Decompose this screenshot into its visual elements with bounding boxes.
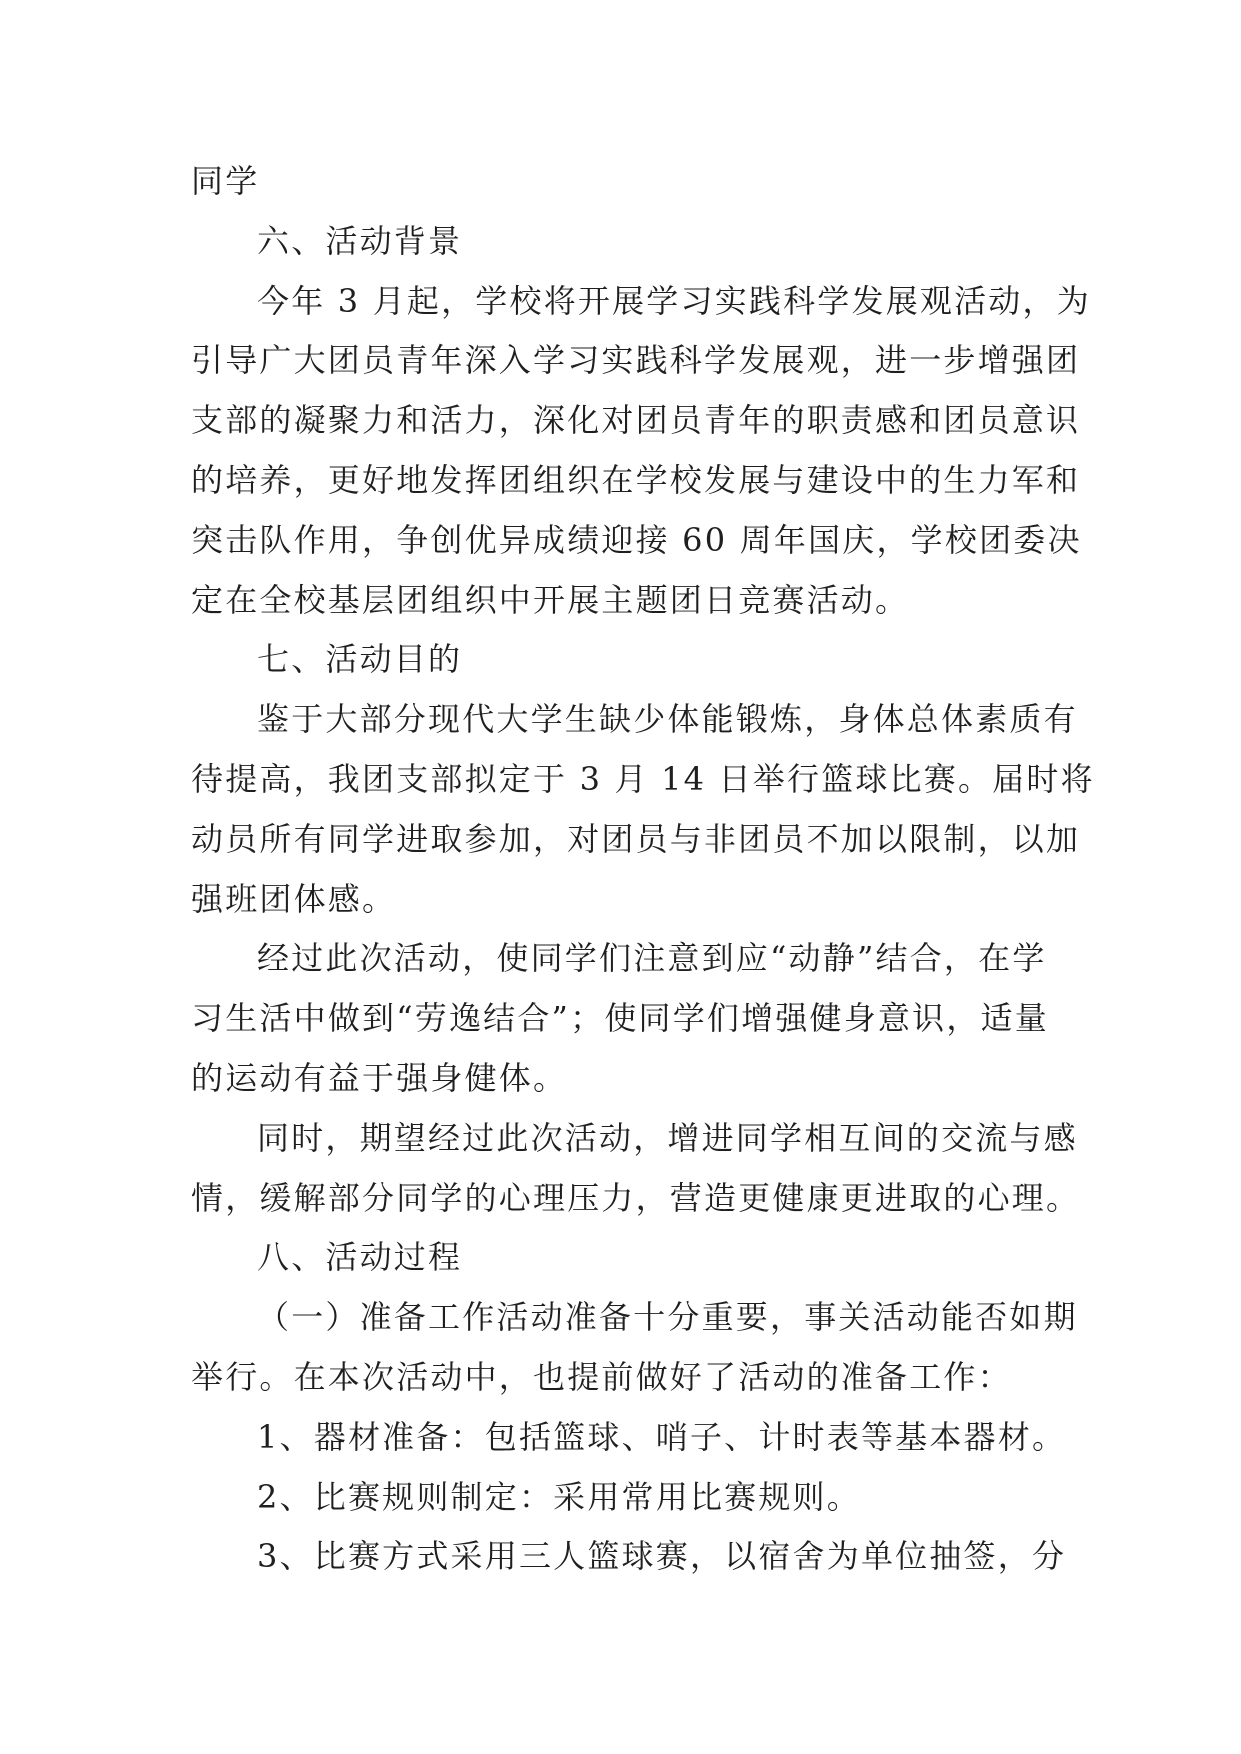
- list-item: 3、比赛方式采用三人篮球赛，以宿舍为单位抽签，分: [257, 1537, 1067, 1576]
- section-heading: 七、活动目的: [257, 640, 463, 679]
- text-line: 习生活中做到“劳逸结合”；使同学们增强健身意识，适量: [191, 999, 1049, 1038]
- text-line: （一）准备工作活动准备十分重要，事关活动能否如期: [257, 1298, 1078, 1337]
- text-line: 的培养，更好地发挥团组织在学校发展与建设中的生力军和: [191, 460, 1081, 499]
- text-line: 的运动有益于强身健体。: [191, 1058, 568, 1097]
- text-line: 强班团体感。: [191, 879, 397, 918]
- text-line: 鉴于大部分现代大学生缺少体能锻炼，身体总体素质有: [257, 700, 1078, 739]
- list-item: 1、器材准备：包括篮球、哨子、计时表等基本器材。: [257, 1417, 1067, 1456]
- text-line: 支部的凝聚力和活力，深化对团员青年的职责感和团员意识: [191, 401, 1081, 440]
- text-line: 动员所有同学进取参加，对团员与非团员不加以限制，以加: [191, 819, 1081, 858]
- text-line: 引导广大团员青年深入学习实践科学发展观，进一步增强团: [191, 341, 1081, 380]
- text-line: 举行。在本次活动中，也提前做好了活动的准备工作：: [191, 1357, 1012, 1396]
- document-body: [191, 152, 1095, 1587]
- text-line: 突击队作用，争创优异成绩迎接 60 周年国庆，学校团委决: [191, 520, 1082, 559]
- text-line: 今年 3 月起，学校将开展学习实践科学发展观活动，为: [257, 281, 1091, 320]
- section-heading: 六、活动背景: [257, 221, 463, 260]
- section-heading: 八、活动过程: [257, 1238, 463, 1277]
- text-line: 待提高，我团支部拟定于 3 月 14 日举行篮球比赛。届时将: [191, 759, 1095, 798]
- list-item: 2、比赛规则制定：采用常用比赛规则。: [257, 1477, 861, 1516]
- text-line: 情，缓解部分同学的心理压力，营造更健康更进取的心理。: [191, 1178, 1081, 1217]
- text-line: 定在全校基层团组织中开展主题团日竞赛活动。: [191, 580, 910, 619]
- text-line: 同时，期望经过此次活动，增进同学相互间的交流与感: [257, 1118, 1078, 1157]
- text-line: 同学: [191, 162, 260, 200]
- text-line: 经过此次活动，使同学们注意到应“动静”结合，在学: [257, 939, 1047, 978]
